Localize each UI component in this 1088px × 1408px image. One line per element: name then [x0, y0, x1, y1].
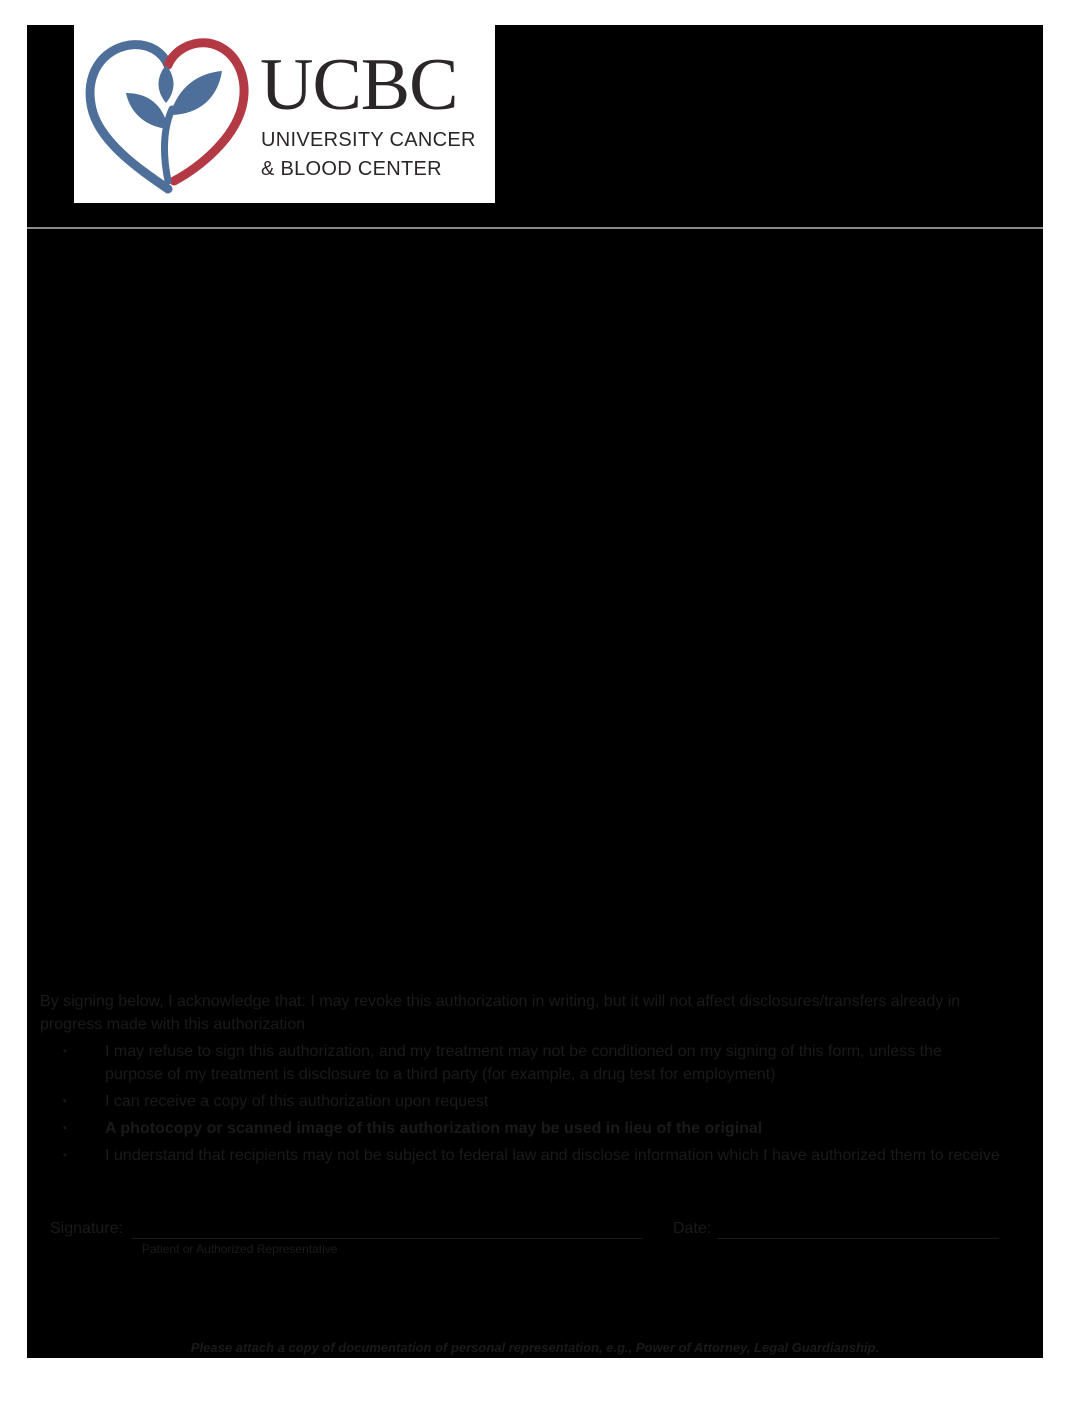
list-item-text: A photocopy or scanned image of this authorization may be used in lieu of the original — [105, 1120, 763, 1137]
signature-label: Signature: — [50, 1220, 123, 1237]
bullet-icon: ▪ — [63, 1123, 67, 1134]
bullet-icon: ▪ — [63, 1096, 67, 1107]
signature-caption: Patient or Authorized Representative — [142, 1242, 338, 1256]
list-item-text: I can receive a copy of this authorization upon request — [105, 1093, 489, 1110]
signature-row — [27, 1218, 1043, 1258]
date-field[interactable] — [717, 1238, 999, 1239]
attachment-footnote: Please attach a copy of documentation of personal representation, e.g., Power of Attorney, Legal Guardianship. — [190, 1340, 880, 1355]
acknowledgement-intro: By signing below, I acknowledge that: I may revoke this authorization in writing, but it will not affect disclosures/transfers already in progress made with this authorization — [40, 993, 961, 1033]
logo-acronym: UCBC — [260, 44, 458, 126]
date-label: Date: — [673, 1220, 712, 1237]
list-item-text: I understand that recipients may not be subject to federal law and disclose information which I have authorized them to receive — [105, 1147, 1000, 1164]
signature-field[interactable] — [132, 1238, 642, 1239]
acknowledgement-list — [27, 1040, 1043, 1171]
ucbc-logo — [74, 25, 495, 203]
logo-name-line2: & BLOOD CENTER — [261, 158, 442, 180]
bullet-icon: ▪ — [63, 1046, 67, 1057]
bullet-icon: ▪ — [63, 1150, 67, 1161]
heart-sprout-logo-icon — [82, 31, 252, 196]
header-divider — [27, 227, 1043, 229]
list-item — [27, 1040, 1000, 1086]
list-item — [27, 1117, 1000, 1140]
list-item — [27, 1090, 1000, 1113]
list-item — [27, 1144, 1000, 1167]
list-item-text: I may refuse to sign this authorization, and my treatment may not be conditioned on my signing of this form, unless the purpose of my treatment is disclosure to a third party (for example, a drug test for employment) — [105, 1043, 942, 1083]
logo-name-line1: UNIVERSITY CANCER — [261, 129, 476, 151]
